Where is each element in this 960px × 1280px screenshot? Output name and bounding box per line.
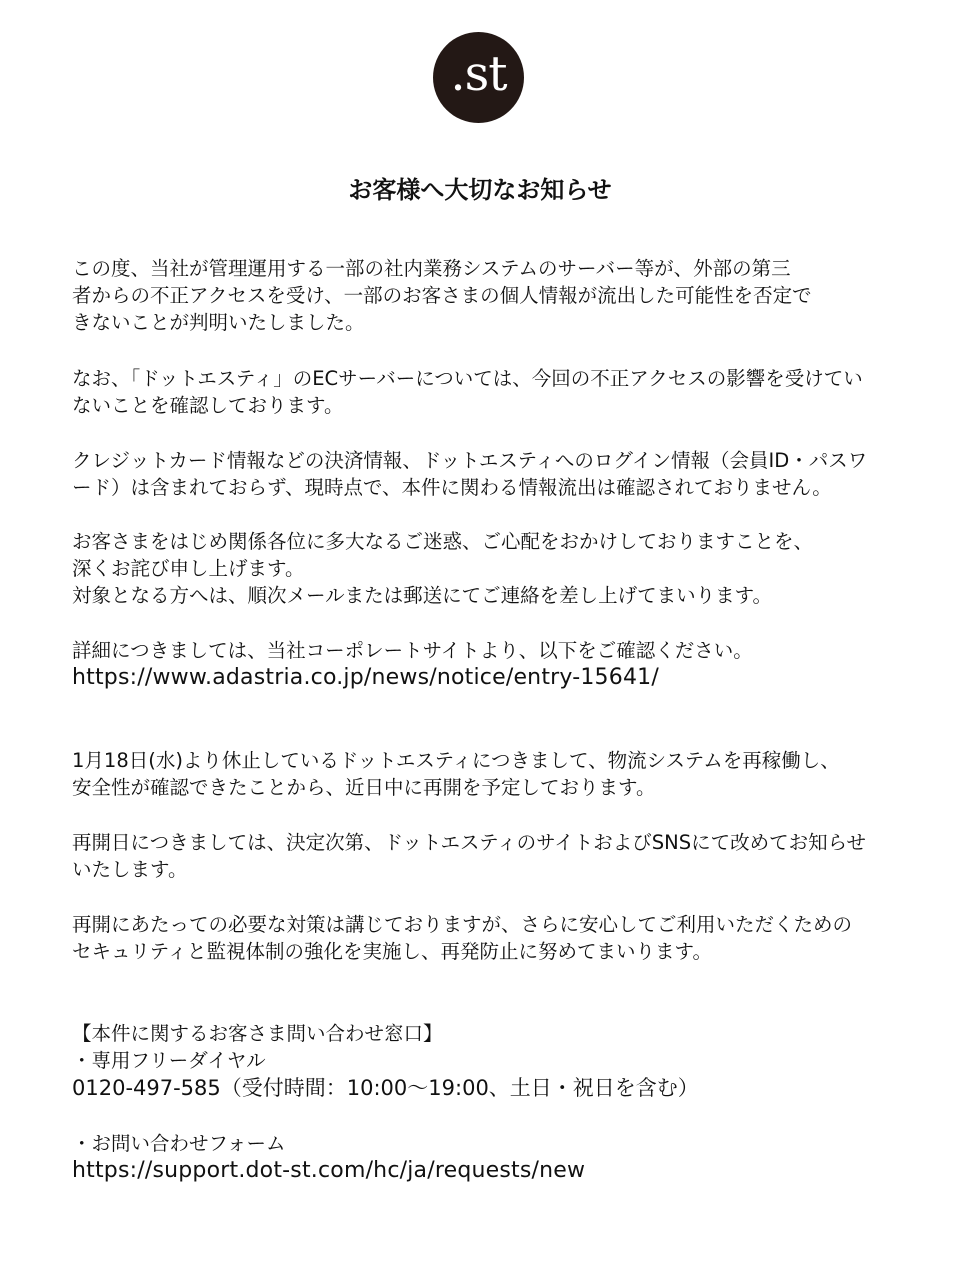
paragraph-line: なお、「ドットエスティ」のECサーバーについては、今回の不正アクセスの影響を受けてい xyxy=(72,367,863,390)
paragraph-ec-server xyxy=(72,365,892,419)
paragraph-line: いたします。 xyxy=(72,858,188,881)
paragraph-line: 対象となる方へは、順次メールまたは郵送にてご連絡を差し上げてまいります。 xyxy=(72,584,773,607)
paragraph-line: お客さまをはじめ関係各位に多大なるご迷惑、ご心配をおかけしておりますことを、 xyxy=(72,530,814,553)
paragraph-line: 詳細につきましては、当社コーポレートサイトより、以下をご確認ください。 xyxy=(72,639,753,662)
paragraph-reopening xyxy=(72,747,892,801)
paragraph-line: この度、当社が管理運用する一部の社内業務システムのサーバー等が、外部の第三 xyxy=(72,257,791,280)
paragraph-line: きないことが判明いたしました。 xyxy=(72,311,365,334)
paragraph-details xyxy=(72,637,892,692)
paragraph-apology xyxy=(72,528,892,609)
paragraph-line: ード）は含まれておらず、現時点で、本件に関わる情報流出は確認されておりません。 xyxy=(72,476,832,499)
paragraph-reopen-date xyxy=(72,829,892,883)
contact-form-link[interactable]: https://support.dot-st.com/hc/ja/requests/new xyxy=(72,1158,586,1183)
paragraph-line: 再開日につきましては、決定次第、ドットエスティのサイトおよびSNSにて改めてお知らせ xyxy=(72,831,866,854)
paragraph-payment-info xyxy=(72,447,892,501)
paragraph-line: 再開にあたっての必要な対策は講じておりますが、さらに安心してご利用いただくための xyxy=(72,913,853,936)
paragraph-security xyxy=(72,911,892,965)
paragraph-line: 者からの不正アクセスを受け、一部のお客さまの個人情報が流出した可能性を否定で xyxy=(72,284,812,307)
brand-logo xyxy=(433,32,524,123)
paragraph-line: ないことを確認しております。 xyxy=(72,394,344,417)
page-title: お客様へ大切なお知らせ xyxy=(348,176,612,204)
paragraph-line: 安全性が確認できたことから、近日中に再開を予定しております。 xyxy=(72,776,656,799)
paragraph-incident xyxy=(72,255,892,336)
corporate-notice-link[interactable]: https://www.adastria.co.jp/news/notice/entry-15641/ xyxy=(72,665,659,690)
paragraph-line: 深くお詫び申し上げます。 xyxy=(72,557,305,580)
contact-section xyxy=(72,1020,892,1102)
contact-form-label: ・お問い合わせフォーム xyxy=(72,1132,286,1155)
contact-heading: 【本件に関するお客さま問い合わせ窓口】 xyxy=(72,1022,443,1045)
paragraph-line: 1月18日(水)より休止しているドットエスティにつきまして、物流システムを再稼働し、 xyxy=(72,749,840,772)
brand-logo-text: .st xyxy=(450,45,507,102)
freedial-number[interactable]: 0120-497-585（受付時間：10:00～19:00、土日・祝日を含む） xyxy=(72,1076,699,1100)
paragraph-line: セキュリティと監視体制の強化を実施し、再発防止に努めてまいります。 xyxy=(72,940,712,963)
contact-form-section xyxy=(72,1130,892,1185)
paragraph-line: クレジットカード情報などの決済情報、ドットエスティへのログイン情報（会員ID・パスワ xyxy=(72,449,868,472)
freedial-label: ・専用フリーダイヤル xyxy=(72,1049,266,1072)
